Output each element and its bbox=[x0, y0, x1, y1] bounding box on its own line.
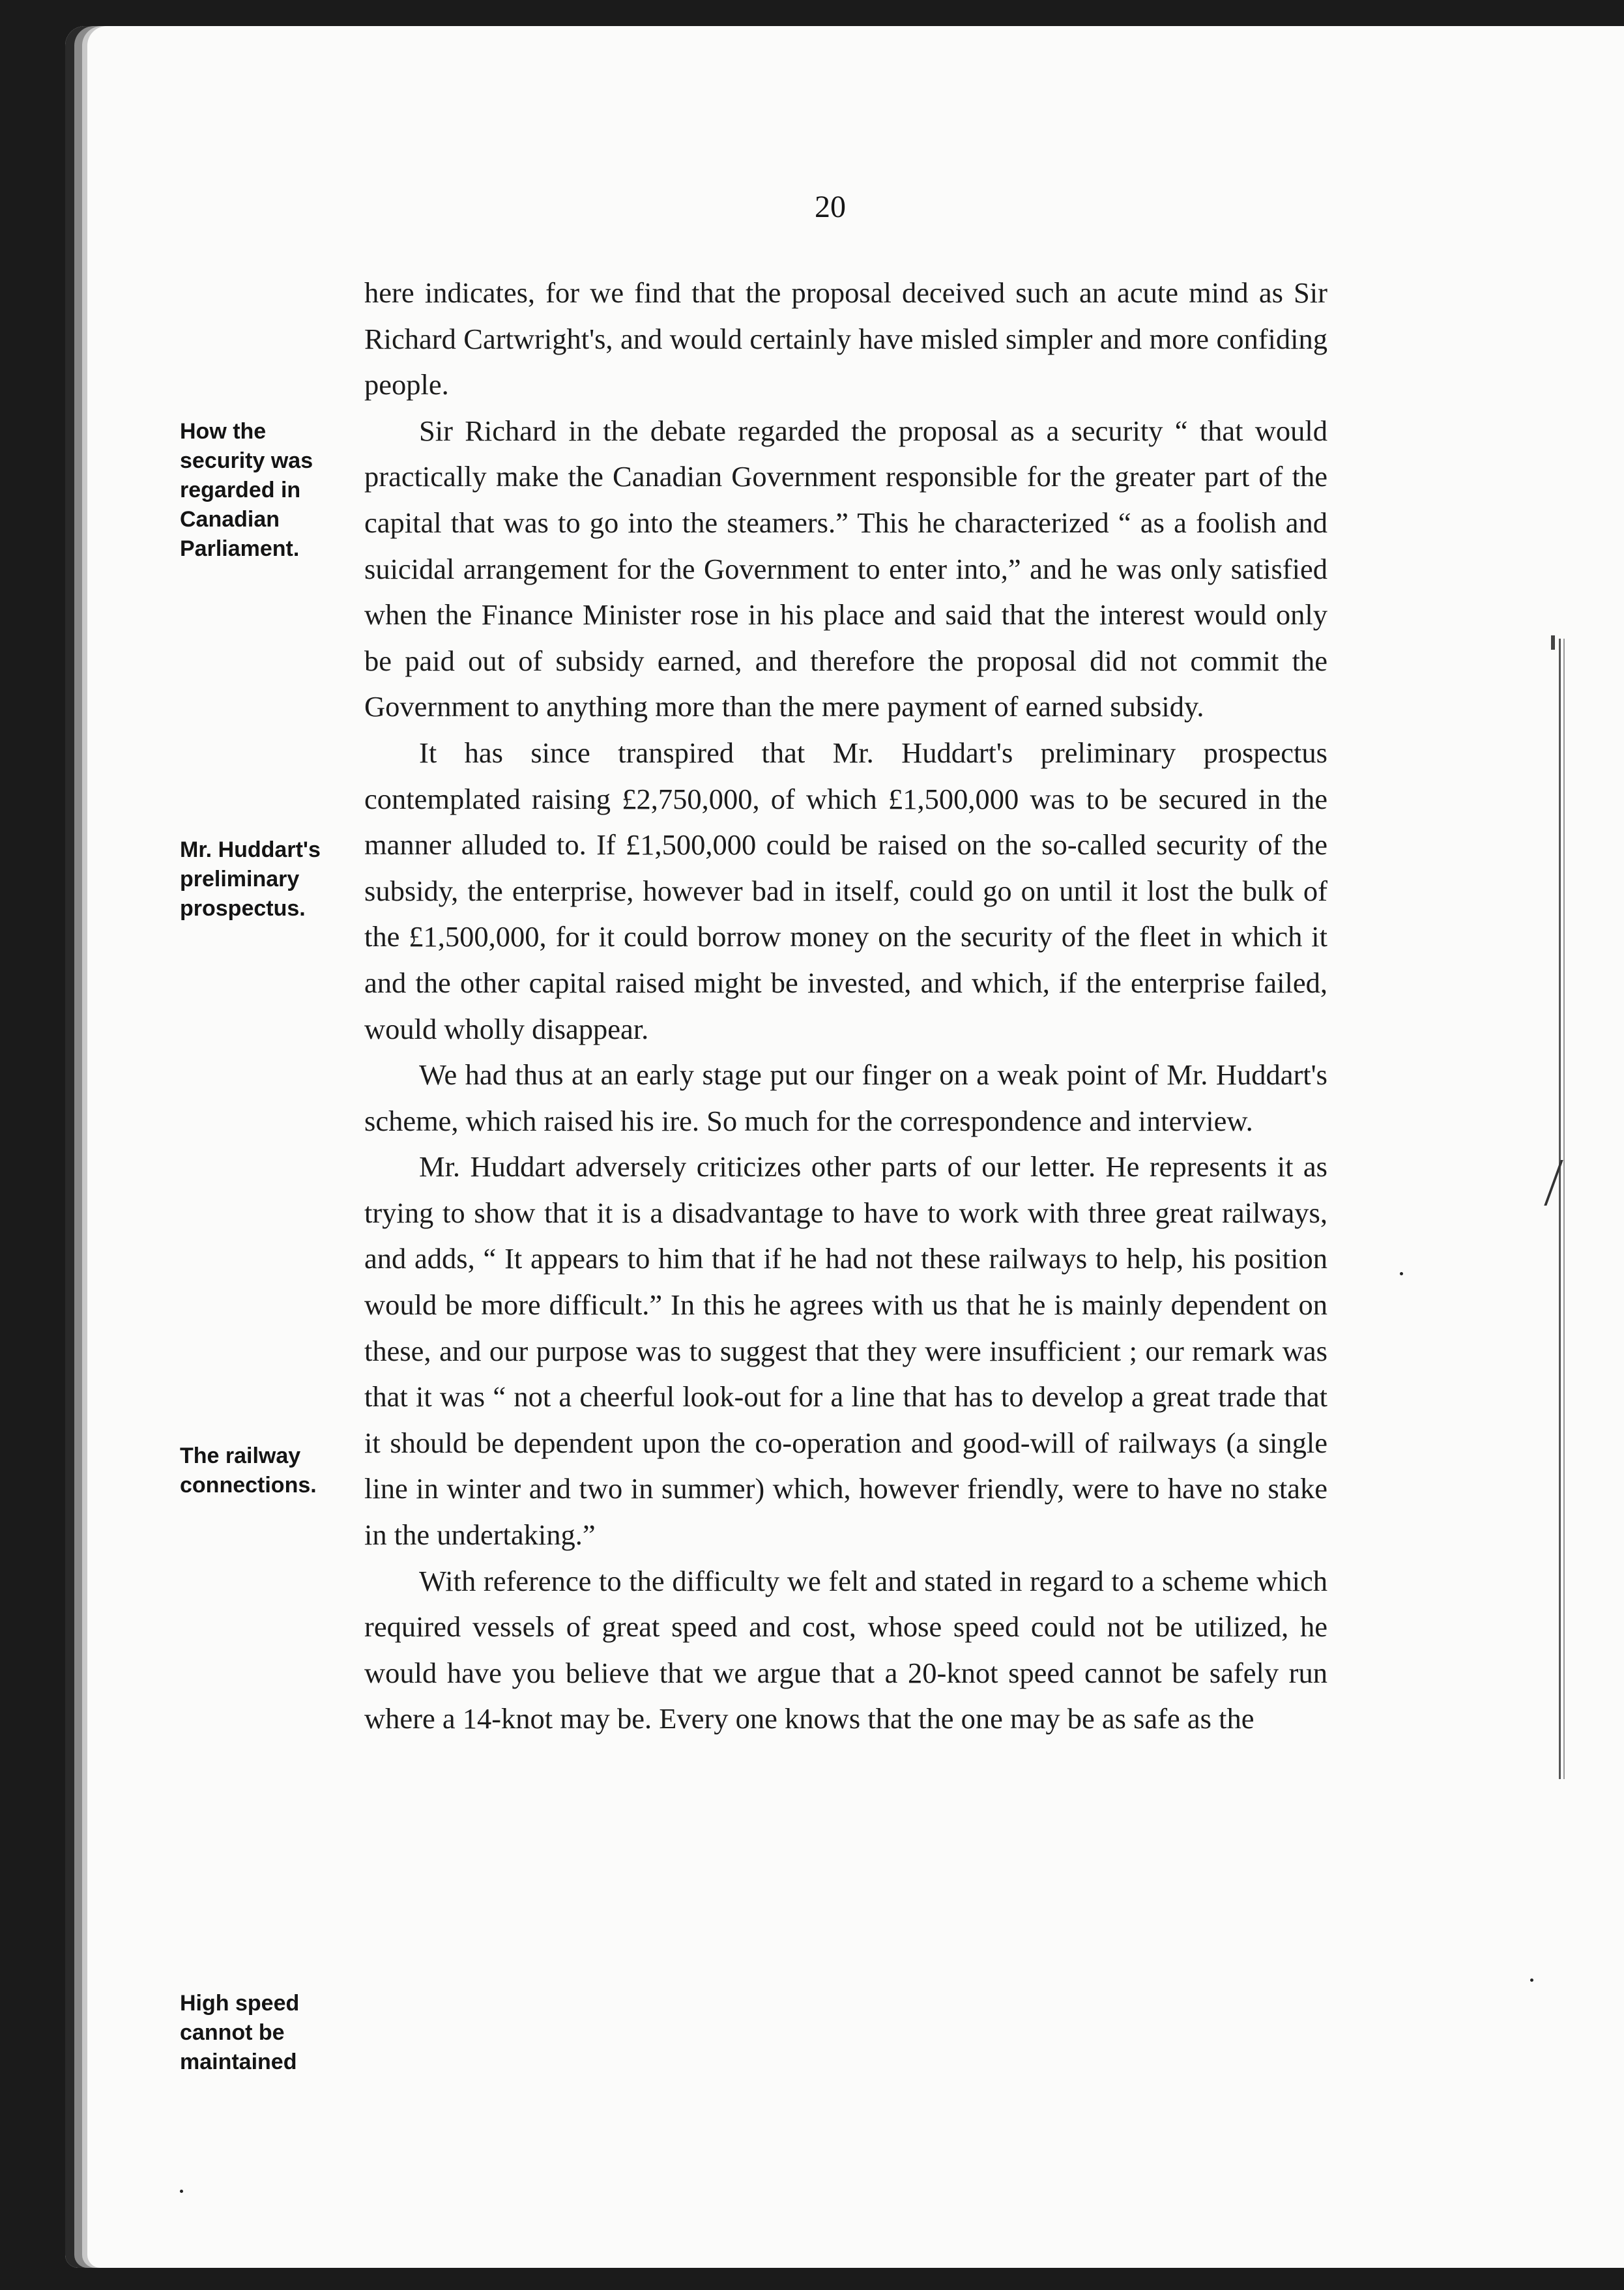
margin-note-speed: High speed cannot be maintained bbox=[180, 1991, 300, 2074]
paragraph: We had thus at an early stage put our finger on a weak point of Mr. Huddart's scheme, which raised his ire. So much for the correspondence and interview. bbox=[364, 1058, 1327, 1137]
margin-scan-mark bbox=[1544, 1160, 1577, 1206]
scan-speck bbox=[1400, 1272, 1403, 1275]
margin-scan-line bbox=[1559, 639, 1565, 1779]
body-text bbox=[364, 270, 1327, 1742]
scan-speck bbox=[1530, 1978, 1533, 1982]
paragraph: Mr. Huddart adversely criticizes other parts of our letter. He represents it as trying to show that it is a disadvantage to have to work with three great railways, and adds, “ It appears to him that if he had not these railways to help, his position would be more difficult.” In this he agrees with us that he is mainly dependent on these, and our purpose was to suggest that they were insufficient ; our remark was that it was “ not a cheerful look-out for a line that has to develop a great trade that it should be dependent upon the co-operation and good-will of railways (a single line in winter and two in summer) which, however friendly, were to have no stake in the undertaking.” bbox=[364, 1150, 1327, 1552]
paragraph: here indicates, for we find that the proposal deceived such an acute mind as Sir Richard Cartwright's, and would certainly have misled simpler and more confiding people. bbox=[364, 276, 1327, 401]
page-number: 20 bbox=[815, 190, 846, 224]
paragraph: Sir Richard in the debate regarded the proposal as a security “ that would practically make the Canadian Government responsible for the greater part of the capital that was to go into the steamers.” This he characterized “ as a foolish and suicidal arrangement for the Government to enter into,” and he was only satisfied when the Finance Minister rose in his place and said that the interest would only be paid out of subsidy earned, and therefore the proposal did not commit the Government to anything more than the mere payment of earned subsidy. bbox=[364, 414, 1327, 723]
scan-speck bbox=[180, 2190, 183, 2193]
margin-note-railway: The railway connections. bbox=[180, 1443, 317, 1498]
margin-note-security: How the security was regarded in Canadian Parliament. bbox=[180, 419, 313, 561]
margin-note-prospectus: Mr. Huddart's preliminary prospectus. bbox=[180, 837, 321, 921]
paragraph: With reference to the difficulty we felt and stated in regard to a scheme which required vessels of great speed and cost, whose speed could not be utilized, he would have you believe that we argue that a 20-knot speed cannot be safely run where a 14-knot may be. Every one knows that the one may be as safe as the bbox=[364, 1564, 1327, 1735]
paragraph: It has since transpired that Mr. Huddart's preliminary prospectus contemplated raising £2,750,000, of which £1,500,000 was to be secured in the manner alluded to. If £1,500,000 could be raised on the so-called security of the subsidy, the enterprise, however bad in itself, could go on until it lost the bulk of the £1,500,000, for it could borrow money on the security of the fleet in which it and the other capital raised might be invested, and which, if the enterprise failed, would wholly disappear. bbox=[364, 736, 1327, 1045]
margin-scan-mark bbox=[1551, 635, 1555, 650]
